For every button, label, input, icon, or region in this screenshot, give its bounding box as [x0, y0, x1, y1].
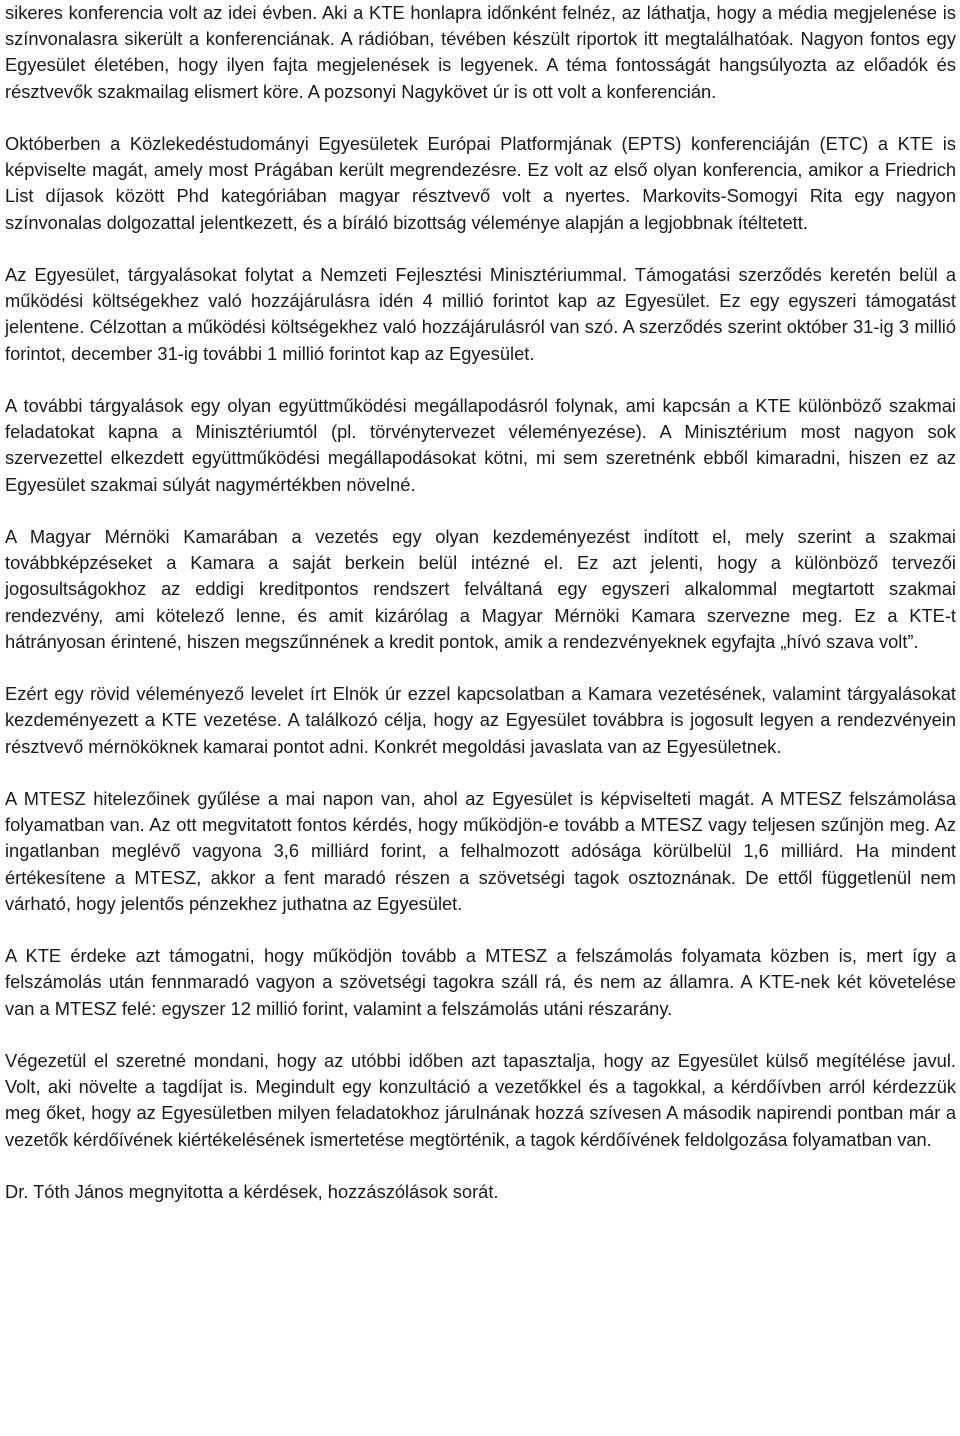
paragraph-kte-interest: A KTE érdeke azt támogatni, hogy működjön tovább a MTESZ a felszámolás folyamata közben is, mert így a felszámolás után fennmaradó vagyon a szövetségi tagokra száll rá, és nem az államra. A KTE-nek két követelése van a MTESZ felé: egyszer 12 millió forint, valamint a felszámolás utáni részarány. — [5, 945, 956, 1019]
paragraph-media-coverage: sikeres konferencia volt az idei évben. Aki a KTE honlapra időnként felnéz, az láthatja, hogy a média megjelenése is színvonalasra sikerült a konferenciának. A rádióban, tévében készült riportok itt megtalálhatóak. Nagyon fontos egy Egyesület életében, hogy ilyen fajta megjelenések is legyenek. A téma fontosságát hangsúlyozta az előadók és résztvevők szakmailag elismert köre. A pozsonyi Nagykövet úr is ott volt a konferencián. — [5, 2, 956, 102]
paragraph-epts-conference: Októberben a Közlekedéstudományi Egyesületek Európai Platformjának (EPTS) konferenciáján (ETC) a KTE is képviselte magát, amely most Prágában került megrendezésre. Ez volt az első olyan konferencia, amikor a Friedrich List díjasok között Phd kategóriában magyar résztvevő volt a nyertes. Markovits-Somogyi Rita egy nagyon színvonalas dolgozattal jelentkezett, és a bíráló bizottság véleménye alapján a legjobbnak ítéltetett. — [5, 133, 956, 233]
document-body — [5, 0, 956, 1205]
paragraph-opinion-letter: Ezért egy rövid véleményező levelet írt Elnök úr ezzel kapcsolatban a Kamara vezetésének, valamint tárgyalásokat kezdeményezett a KTE vezetése. A találkozó célja, hogy az Egyesület továbbra is jogosult legyen a rendezvényein résztvevő mérnököknek kamarai pontot adni. Konkrét megoldási javaslata van az Egyesületnek. — [5, 683, 956, 757]
paragraph-engineering-chamber: A Magyar Mérnöki Kamarában a vezetés egy olyan kezdeményezést indított el, mely szerint a szakmai továbbképzéseket a Kamara a saját berkein belül intézné el. Ez azt jelenti, hogy a különböző tervezői jogosultságokhoz az eddigi kreditpontos rendszert felváltaná egy egyszeri alkalommal megtartott szakmai rendezvény, ami kötelező lenne, és amit kizárólag a Magyar Mérnöki Kamara szervezne meg. Ez a KTE-t hátrányosan érintené, hiszen megszűnnének a kredit pontok, amik a rendezvényeknek egyfajta „hívó szava volt”. — [5, 526, 956, 652]
paragraph-ministry-negotiations: Az Egyesület, tárgyalásokat folytat a Nemzeti Fejlesztési Minisztériummal. Támogatási szerződés keretén belül a működési költségekhez való hozzájárulásra idén 4 millió forintot kap az Egyesület. Ez egy egyszeri támogatást jelentene. Célzottan a működési költségekhez való hozzájárulásról van szó. A szerződés szerint október 31-ig 3 millió forintot, december 31-ig további 1 millió forintot kap az Egyesület. — [5, 264, 956, 364]
paragraph-cooperation-agreement: A további tárgyalások egy olyan együttműködési megállapodásról folynak, ami kapcsán a KTE különböző szakmai feladatokat kapna a Minisztériumtól (pl. törvénytervezet véleményezése). A Minisztérium most nagyon sok szervezettel elkezdett együttműködési megállapodásokat kötni, mi sem szeretnénk ebből kimaradni, hiszen ez az Egyesület szakmai súlyát nagymértékben növelné. — [5, 395, 956, 495]
paragraph-closing-remarks: Végezetül el szeretné mondani, hogy az utóbbi időben azt tapasztalja, hogy az Egyesület külső megítélése javul. Volt, aki növelte a tagdíjat is. Megindult egy konzultáció a vezetőkkel és a tagokkal, a kérdőívben arról kérdezzük meg őket, hogy az Egyesületben milyen feladatokhoz járulnának hozzá szívesen A második napirendi pontban már a vezetők kérdőívének kiértékelésének ismertetése megtörténik, a tagok kérdőívének feldolgozása folyamatban van. — [5, 1050, 956, 1150]
paragraph-questions-opened: Dr. Tóth János megnyitotta a kérdések, hozzászólások sorát. — [5, 1181, 499, 1202]
paragraph-mtesz-creditors: A MTESZ hitelezőinek gyűlése a mai napon van, ahol az Egyesület is képviselteti magát. A MTESZ felszámolása folyamatban van. Az ott megvitatott fontos kérdés, hogy működjön-e tovább a MTESZ vagy teljesen szűnjön meg. Az ingatlanban meglévő vagyona 3,6 milliárd forint, a felhalmozott adósága körülbelül 1,6 milliárd. Ha mindent értékesítene a MTESZ, akkor a fent maradó részen a szövetségi tagok osztoznának. De ettől függetlenül nem várható, hogy jelentős pénzekhez juthatna az Egyesület. — [5, 788, 956, 914]
